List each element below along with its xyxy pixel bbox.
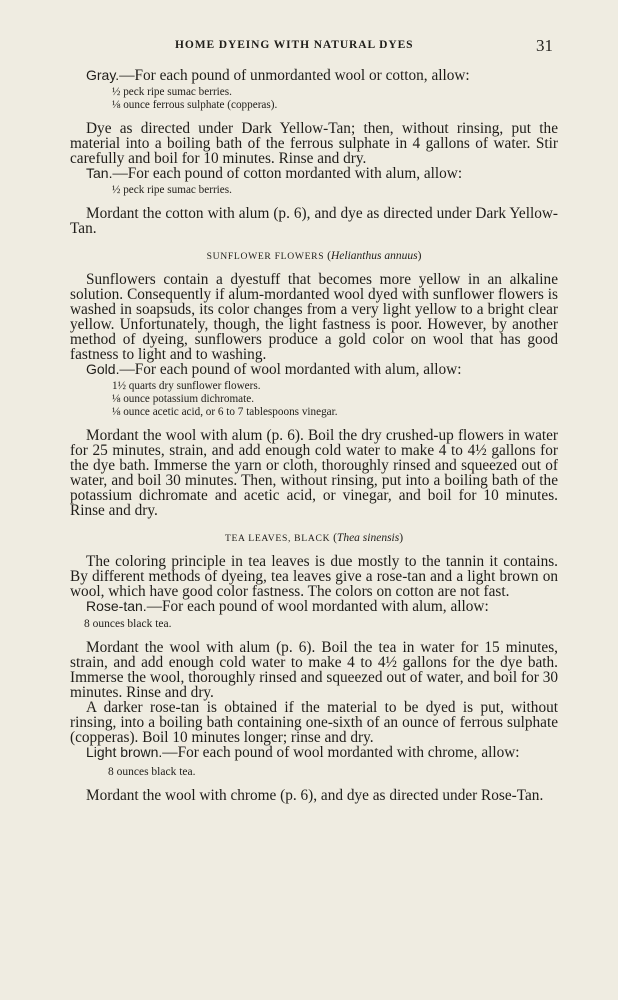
- ingredient-item: ⅛ ounce ferrous sulphate (copperas).: [112, 99, 278, 111]
- page-number: 31: [536, 36, 553, 55]
- ingredient-item: ⅛ ounce acetic acid, or 6 to 7 tablespoons vinegar.: [112, 406, 338, 418]
- ingredient-item: 8 ounces black tea.: [108, 766, 196, 778]
- gray-instructions: Dye as directed under Dark Yellow-Tan; then, without rinsing, put the material into a boiling bath of the ferrous sulphate in 4 gallons of water. Stir carefully and boil for 10 minutes. Rinse and dry.: [70, 120, 558, 167]
- sunflower-description: Sunflowers contain a dyestuff that becomes more yellow in an alkaline solution. Consequently if alum-mordanted wool dyed with sunflower flowers is washed in soapsuds, its color changes from a very light yellow to a bright clear yellow. Unfortunately, though, the light fastness is poor. However, by another method of dyeing, sunflowers produce a gold color on wool that has good fastness to light and to washing.: [70, 271, 558, 363]
- tan-recipe-intro: [70, 166, 558, 181]
- scientific-name: Thea sinensis: [336, 532, 400, 544]
- ingredient-item: ½ peck ripe sumac berries.: [112, 184, 232, 196]
- rose-tan-recipe-intro: [70, 599, 558, 614]
- tea-description: The coloring principle in tea leaves is due mostly to the tannin it contains. By different methods of dyeing, tea leaves give a rose-tan and a light brown on wool, which have good color fastness. The colors on cotton are not fast.: [70, 553, 558, 600]
- ingredient-item: ⅛ ounce potassium dichromate.: [112, 393, 254, 405]
- running-header: [0, 36, 618, 58]
- running-title: HOME DYEING WITH NATURAL DYES: [175, 39, 414, 51]
- recipe-label-tan: Tan.: [86, 165, 113, 181]
- paren: ): [417, 250, 422, 262]
- darker-rose-tan-note: A darker rose-tan is obtained if the material to be dyed is put, without rinsing, into a boiling bath containing one-sixth of an ounce of ferrous sulphate (copperas). Boil 10 minutes longer; rinse and dry.: [70, 699, 558, 746]
- gold-recipe-intro: [70, 362, 558, 377]
- gold-instructions: Mordant the wool with alum (p. 6). Boil the dry crushed-up flowers in water for 25 minutes, strain, and add enough cold water to make 4 to 4½ gallons for the dye bath. Immerse the yarn or cloth, thoroughly rinsed and squeezed out of water, and boil 30 minutes. Then, without rinsing, put into a boiling bath of the potassium dichromate and acetic acid, or vinegar, and boil for 10 minutes. Rinse and dry.: [70, 427, 558, 519]
- scientific-name: Helianthus annuus: [331, 250, 418, 262]
- light-brown-recipe-intro: [70, 745, 558, 760]
- section-heading-text: SUNFLOWER FLOWERS: [206, 251, 325, 262]
- ingredient-item: ½ peck ripe sumac berries.: [112, 86, 232, 98]
- recipe-label-rose-tan: Rose-tan.: [86, 598, 147, 614]
- paren: (: [324, 250, 331, 262]
- paren: (: [330, 532, 337, 544]
- light-brown-instructions: Mordant the wool with chrome (p. 6), and dye as directed under Rose-Tan.: [86, 787, 544, 804]
- gold-ingredient-list: [112, 380, 558, 419]
- section-heading-sunflower: [70, 250, 558, 262]
- ingredient-item: 1½ quarts dry sunflower flowers.: [112, 380, 261, 392]
- rose-tan-ingredient-list: [84, 618, 558, 631]
- tan-ingredient-list: [112, 184, 558, 197]
- section-heading-tea: [70, 532, 558, 544]
- recipe-label-gray: Gray.: [86, 67, 120, 83]
- gray-ingredient-list: [112, 86, 558, 112]
- paren: ): [399, 532, 404, 544]
- recipe-label-light-brown: Light brown.: [86, 744, 163, 760]
- tan-instructions: Mordant the cotton with alum (p. 6), and dye as directed under Dark Yellow-Tan.: [70, 205, 558, 237]
- recipe-intro-text: —For each pound of wool mordanted with alum, allow:: [119, 361, 462, 378]
- light-brown-ingredient-list: [108, 766, 558, 779]
- rose-tan-instructions: Mordant the wool with alum (p. 6). Boil the tea in water for 15 minutes, strain, and add enough cold water to make 4 to 4½ gallons for the dye bath. Immerse the wool, thoroughly rinsed and squeezed out of water, and boil for 30 minutes. Rinse and dry.: [70, 639, 558, 701]
- gray-recipe-intro: [70, 68, 558, 83]
- recipe-label-gold: Gold.: [86, 361, 120, 377]
- recipe-intro-text: —For each pound of unmordanted wool or cotton, allow:: [119, 67, 470, 84]
- section-heading-text: TEA LEAVES, BLACK: [224, 533, 331, 544]
- recipe-intro-text: —For each pound of cotton mordanted with alum, allow:: [112, 165, 463, 182]
- ingredient-item: 8 ounces black tea.: [84, 618, 172, 630]
- recipe-intro-text: —For each pound of wool mordanted with chrome, allow:: [162, 744, 520, 761]
- recipe-intro-text: —For each pound of wool mordanted with alum, allow:: [146, 598, 489, 615]
- page-body: [70, 68, 558, 803]
